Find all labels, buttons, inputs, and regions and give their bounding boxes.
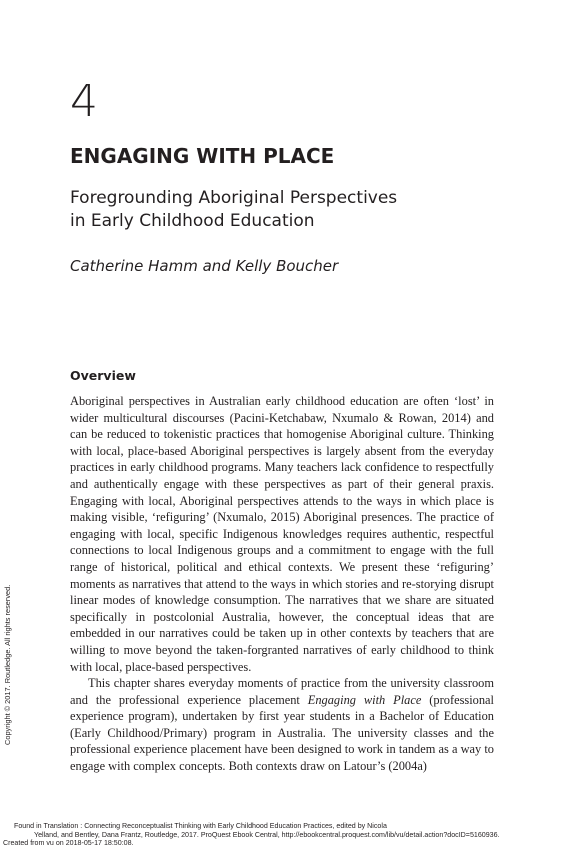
paragraph-1: Aboriginal perspectives in Australian early childhood education are often ‘lost’ in wider multicultural discourses (Pacini-Ketchabaw, Nxumalo & Rowan, 2014) and can be reduced to tokenistic practices that homogenise Aboriginal culture. Thinking with local, place-based Aboriginal perspectives is largely absent from the everyday practices in early childhood programs. Many teachers lack confidence to respectfully and authentically engage with these perspectives as part of their general praxis. Engaging with local, Aboriginal perspectives attends to the ways in which place is making visible, ‘refiguring’ (Nxumalo, 2015) Aboriginal presences. The practice of engaging with local, specific Indigenous knowledges requires authentic, respectful connections to local Indigenous groups and a commitment to engage with the full range of historical, political and ethical contexts. We present these ‘refiguring’ moments as narratives that attend to the ways in which stories and re-storying disrupt linear modes of knowledge consumption. The narratives that we share are situated specifically in postcolonial Australia, however, the conceptual ideas that are embedded in our narratives could be taken up in other contexts by teachers that are willing to move beyond the taken-forgranted narratives of early childhood to think with local, place-based perspectives. bbox=[70, 394, 494, 674]
body-text bbox=[70, 393, 494, 775]
section-heading-overview: Overview bbox=[70, 368, 136, 383]
paragraph-2 bbox=[70, 675, 494, 775]
subtitle-line-2: in Early Childhood Education bbox=[70, 211, 315, 231]
citation-footer bbox=[0, 822, 566, 848]
paragraph-2-italic-title: Engaging with Place bbox=[307, 692, 422, 707]
chapter-number: 4 bbox=[70, 76, 98, 127]
paragraph-2-end: (professional experience program), undertaken by first year students in a Bachelor of Education (Early Childhood/Primary) program in Australia. The university classes and the professional experience placement have been designed to work in tandem as a way to engage with complex concepts. Both contexts draw on Latour’s (2004a) bbox=[70, 692, 494, 774]
paragraph-2-start: This chapter shares everyday moments of practice from the university classroom and the professional experience placement bbox=[70, 676, 494, 707]
subtitle-line-1: Foregrounding Aboriginal Perspectives bbox=[70, 188, 398, 208]
chapter-authors: Catherine Hamm and Kelly Boucher bbox=[70, 257, 339, 275]
chapter-title: ENGAGING WITH PLACE bbox=[70, 144, 335, 168]
footer-line-1: Found in Translation : Connecting Reconceptualist Thinking with Early Childhood Education Practices, edited by Nicola bbox=[14, 822, 387, 830]
footer-line-2: Yelland, and Bentley, Dana Frantz, Routledge, 2017. ProQuest Ebook Central, http://ebookcentral.proquest.com/lib/vu/detail.action?docID=5160936. bbox=[34, 830, 500, 839]
footer-line-3: Created from vu on 2018-05-17 18:50:08. bbox=[3, 839, 134, 848]
chapter-subtitle bbox=[70, 187, 450, 233]
copyright-notice: Copyright © 2017. Routledge. All rights reserved. bbox=[3, 584, 12, 745]
